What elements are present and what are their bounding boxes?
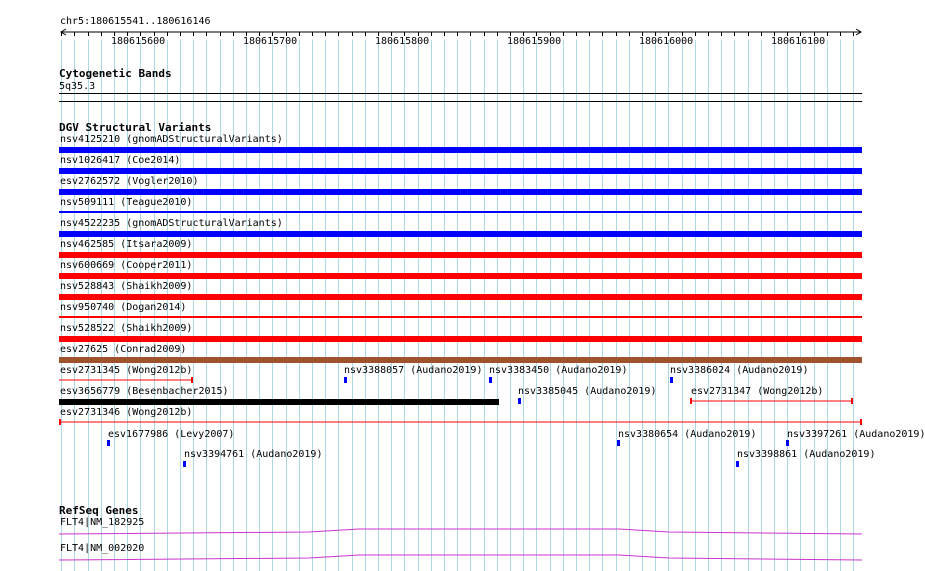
- variant-label[interactable]: nsv1026417 (Coe2014): [60, 155, 181, 166]
- variant-bar[interactable]: [489, 377, 492, 383]
- gene-label[interactable]: FLT4|NM_182925: [60, 517, 145, 528]
- ruler-tick-label: 180615700: [243, 36, 298, 47]
- variant-bar[interactable]: [786, 440, 789, 446]
- variant-label[interactable]: esv2731345 (Wong2012b): [60, 365, 193, 376]
- gene-model[interactable]: [59, 526, 863, 538]
- variant-label[interactable]: nsv3385045 (Audano2019): [518, 386, 657, 397]
- variant-bar[interactable]: [670, 377, 673, 383]
- variant-bar[interactable]: [59, 294, 862, 300]
- variant-label[interactable]: nsv528522 (Shaikh2009): [60, 323, 193, 334]
- ruler-tick-label: 180616100: [771, 36, 826, 47]
- variant-label[interactable]: esv2762572 (Vogler2010): [60, 176, 199, 187]
- cytoband-label[interactable]: 5q35.3: [59, 81, 96, 92]
- variant-bar[interactable]: [59, 168, 862, 174]
- variant-bar[interactable]: [107, 440, 110, 446]
- variant-label[interactable]: nsv3386024 (Audano2019): [670, 365, 809, 376]
- variant-bar[interactable]: [59, 231, 862, 237]
- gene-model[interactable]: [59, 552, 863, 564]
- cytoband-track-title: Cytogenetic Bands: [59, 67, 172, 80]
- track-divider: [59, 101, 862, 102]
- variant-label[interactable]: esv1677986 (Levy2007): [108, 429, 235, 440]
- variant-bar[interactable]: [59, 252, 862, 258]
- ruler-tick-label: 180615800: [375, 36, 430, 47]
- variant-bar[interactable]: [59, 376, 195, 384]
- dgv-track-title: DGV Structural Variants: [59, 121, 212, 134]
- variant-bar[interactable]: [617, 440, 620, 446]
- cytoband-bar[interactable]: [59, 93, 862, 94]
- variant-bar[interactable]: [736, 461, 739, 467]
- variant-label[interactable]: nsv4125210 (gnomADStructuralVariants): [60, 134, 283, 145]
- variant-bar[interactable]: [183, 461, 186, 467]
- variant-label[interactable]: esv2731347 (Wong2012b): [691, 386, 824, 397]
- variant-label[interactable]: nsv4522235 (gnomADStructuralVariants): [60, 218, 283, 229]
- location-label: chr5:180615541..180616146: [60, 16, 211, 27]
- variant-bar[interactable]: [59, 418, 863, 426]
- variant-label[interactable]: nsv3383450 (Audano2019): [489, 365, 628, 376]
- refseq-track-title: RefSeq Genes: [59, 504, 139, 517]
- variant-bar[interactable]: [344, 377, 347, 383]
- ruler-tick-label: 180615900: [507, 36, 562, 47]
- variant-label[interactable]: nsv600669 (Cooper2011): [60, 260, 193, 271]
- variant-bar[interactable]: [59, 273, 862, 279]
- variant-label[interactable]: nsv462585 (Itsara2009): [60, 239, 193, 250]
- variant-label[interactable]: esv3656779 (Besenbacher2015): [60, 386, 229, 397]
- variant-label[interactable]: nsv528843 (Shaikh2009): [60, 281, 193, 292]
- variant-bar[interactable]: [59, 336, 862, 342]
- variant-label[interactable]: nsv3380654 (Audano2019): [618, 429, 757, 440]
- variant-bar[interactable]: [59, 357, 862, 363]
- variant-bar[interactable]: [59, 189, 862, 195]
- variant-bar[interactable]: [518, 398, 521, 404]
- variant-bar[interactable]: [59, 147, 862, 153]
- variant-label[interactable]: nsv3397261 (Audano2019): [787, 429, 925, 440]
- variant-label[interactable]: nsv509111 (Teague2010): [60, 197, 193, 208]
- ruler-tick-label: 180616000: [639, 36, 694, 47]
- variant-label[interactable]: nsv3388057 (Audano2019): [344, 365, 483, 376]
- variant-bar[interactable]: [690, 397, 854, 405]
- ruler-tick-label: 180615600: [111, 36, 166, 47]
- gene-label[interactable]: FLT4|NM_002020: [60, 543, 145, 554]
- variant-bar[interactable]: [59, 399, 499, 405]
- variant-label[interactable]: nsv3394761 (Audano2019): [184, 449, 323, 460]
- variant-label[interactable]: esv27625 (Conrad2009): [60, 344, 187, 355]
- variant-bar[interactable]: [59, 211, 862, 213]
- variant-label[interactable]: nsv950740 (Dogan2014): [60, 302, 187, 313]
- variant-label[interactable]: nsv3398861 (Audano2019): [737, 449, 876, 460]
- variant-bar[interactable]: [59, 316, 862, 318]
- variant-label[interactable]: esv2731346 (Wong2012b): [60, 407, 193, 418]
